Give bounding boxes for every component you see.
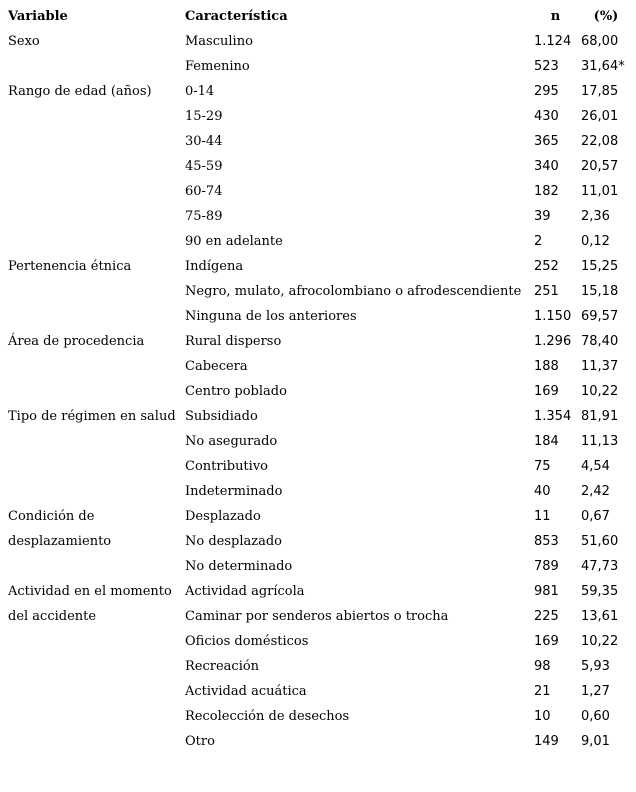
- cell-pct: 59,35: [581, 584, 619, 599]
- cell-pct: 1,27: [581, 684, 610, 699]
- cell-n: 365: [534, 134, 559, 149]
- table-row: [4, 529, 631, 554]
- cell-variable: Sexo: [8, 34, 40, 49]
- cell-pct: 47,73: [581, 559, 619, 574]
- cell-variable: [4, 129, 181, 154]
- cell-caracteristica: 45-59: [185, 159, 223, 174]
- cell-caracteristica: Indígena: [185, 259, 244, 274]
- cell-variable: [4, 679, 181, 704]
- cell-n: 523: [534, 59, 559, 74]
- header-variable: Variable: [8, 9, 68, 24]
- cell-pct: 51,60: [581, 534, 619, 549]
- cell-n: 21: [534, 684, 551, 699]
- table-row: [4, 154, 631, 179]
- cell-caracteristica: Femenino: [185, 59, 250, 74]
- table-row: [4, 404, 631, 429]
- cell-pct: 2,36: [581, 209, 610, 224]
- table-row: [4, 354, 631, 379]
- table-body: [4, 29, 631, 754]
- cell-caracteristica: Actividad agrícola: [185, 584, 305, 599]
- cell-variable: Tipo de régimen en salud: [8, 409, 176, 424]
- cell-pct: 31,64*: [581, 59, 625, 74]
- cell-caracteristica: No asegurado: [185, 434, 278, 449]
- cell-n: 75: [534, 459, 551, 474]
- cell-caracteristica: Desplazado: [185, 509, 261, 524]
- cell-variable: [4, 454, 181, 479]
- cell-pct: 2,42: [581, 484, 610, 499]
- header-n: n: [550, 9, 561, 24]
- cell-pct: 20,57: [581, 159, 619, 174]
- table-row: [4, 204, 631, 229]
- table-row: [4, 329, 631, 354]
- table-row: [4, 429, 631, 454]
- cell-n: 1.150: [534, 309, 572, 324]
- table-row: [4, 704, 631, 729]
- cell-n: 39: [534, 209, 551, 224]
- cell-caracteristica: Caminar por senderos abiertos o trocha: [185, 609, 449, 624]
- table-row: [4, 604, 631, 629]
- cell-pct: 69,57: [581, 309, 619, 324]
- cell-caracteristica: Actividad acuática: [185, 684, 307, 699]
- cell-caracteristica: Centro poblado: [185, 384, 287, 399]
- cell-n: 789: [534, 559, 559, 574]
- cell-pct: 0,60: [581, 709, 610, 724]
- cell-variable: [4, 104, 181, 129]
- cell-variable: [4, 179, 181, 204]
- cell-n: 1.296: [534, 334, 572, 349]
- table-row: [4, 129, 631, 154]
- cell-caracteristica: 90 en adelante: [185, 234, 283, 249]
- cell-n: 430: [534, 109, 559, 124]
- cell-pct: 13,61: [581, 609, 619, 624]
- cell-pct: 26,01: [581, 109, 619, 124]
- cell-pct: 10,22: [581, 384, 619, 399]
- cell-caracteristica: Recolección de desechos: [185, 709, 350, 724]
- cell-pct: 78,40: [581, 334, 619, 349]
- table-row: [4, 179, 631, 204]
- table-row: [4, 729, 631, 754]
- table-row: [4, 479, 631, 504]
- header-pct: (%): [593, 9, 619, 24]
- cell-pct: 10,22: [581, 634, 619, 649]
- cell-caracteristica: Rural disperso: [185, 334, 282, 349]
- cell-caracteristica: 75-89: [185, 209, 223, 224]
- cell-n: 1.124: [534, 34, 572, 49]
- cell-pct: 81,91: [581, 409, 619, 424]
- table-row: [4, 654, 631, 679]
- cell-pct: 5,93: [581, 659, 610, 674]
- header-caracteristica: Característica: [185, 9, 288, 24]
- cell-caracteristica: 0-14: [185, 84, 215, 99]
- cell-caracteristica: Oficios domésticos: [185, 634, 309, 649]
- cell-pct: 15,25: [581, 259, 619, 274]
- cell-caracteristica: Contributivo: [185, 459, 268, 474]
- cell-variable: [4, 154, 181, 179]
- cell-caracteristica: Recreación: [185, 659, 260, 674]
- cell-pct: 9,01: [581, 734, 610, 749]
- cell-pct: 4,54: [581, 459, 610, 474]
- cell-caracteristica: 30-44: [185, 134, 223, 149]
- cell-caracteristica: No determinado: [185, 559, 293, 574]
- table-row: [4, 304, 631, 329]
- cell-variable: [4, 304, 181, 329]
- cell-n: 340: [534, 159, 559, 174]
- table-row: [4, 79, 631, 104]
- cell-variable: [4, 479, 181, 504]
- cell-variable: Condición de: [8, 509, 95, 524]
- cell-n: 184: [534, 434, 559, 449]
- cell-variable: [4, 429, 181, 454]
- table-row: [4, 54, 631, 79]
- cell-caracteristica: Otro: [185, 734, 215, 749]
- cell-pct: 17,85: [581, 84, 619, 99]
- cell-variable: Pertenencia étnica: [8, 259, 132, 274]
- table-row: [4, 454, 631, 479]
- cell-pct: 0,12: [581, 234, 610, 249]
- cell-caracteristica: No desplazado: [185, 534, 282, 549]
- cell-caracteristica: 15-29: [185, 109, 223, 124]
- cell-n: 10: [534, 709, 551, 724]
- cell-variable: [4, 704, 181, 729]
- cell-variable: [4, 204, 181, 229]
- cell-variable: desplazamiento: [8, 534, 112, 549]
- cell-caracteristica: Subsidiado: [185, 409, 258, 424]
- cell-n: 169: [534, 384, 559, 399]
- cell-variable: [4, 729, 181, 754]
- cell-variable: [4, 554, 181, 579]
- cell-variable: Rango de edad (años): [8, 84, 152, 99]
- table-row: [4, 254, 631, 279]
- cell-n: 251: [534, 284, 559, 299]
- cell-pct: 15,18: [581, 284, 619, 299]
- cell-n: 2: [534, 234, 543, 249]
- cell-variable: Área de procedencia: [8, 334, 145, 349]
- cell-variable: del accidente: [8, 609, 97, 624]
- cell-variable: Actividad en el momento: [8, 584, 172, 599]
- cell-n: 981: [534, 584, 559, 599]
- cell-variable: [4, 654, 181, 679]
- cell-caracteristica: Ninguna de los anteriores: [185, 309, 357, 324]
- table-row: [4, 229, 631, 254]
- table-row: [4, 104, 631, 129]
- table-row: [4, 279, 631, 304]
- cell-n: 225: [534, 609, 559, 624]
- table-row: [4, 29, 631, 54]
- cell-pct: 11,13: [581, 434, 619, 449]
- characteristics-table: [4, 4, 631, 754]
- cell-n: 98: [534, 659, 551, 674]
- cell-caracteristica: 60-74: [185, 184, 223, 199]
- table-row: [4, 379, 631, 404]
- cell-caracteristica: Indeterminado: [185, 484, 283, 499]
- cell-pct: 0,67: [581, 509, 610, 524]
- cell-caracteristica: Cabecera: [185, 359, 248, 374]
- cell-caracteristica: Negro, mulato, afrocolombiano o afrodescendiente: [185, 284, 522, 299]
- cell-n: 11: [534, 509, 551, 524]
- table-row: [4, 679, 631, 704]
- cell-n: 40: [534, 484, 551, 499]
- table-row: [4, 629, 631, 654]
- cell-n: 295: [534, 84, 559, 99]
- cell-variable: [4, 379, 181, 404]
- table-row: [4, 504, 631, 529]
- cell-caracteristica: Masculino: [185, 34, 253, 49]
- cell-pct: 68,00: [581, 34, 619, 49]
- cell-variable: [4, 229, 181, 254]
- cell-variable: [4, 279, 181, 304]
- cell-pct: 11,37: [581, 359, 619, 374]
- cell-n: 1.354: [534, 409, 572, 424]
- cell-variable: [4, 54, 181, 79]
- cell-n: 149: [534, 734, 559, 749]
- cell-n: 252: [534, 259, 559, 274]
- cell-n: 853: [534, 534, 559, 549]
- cell-pct: 11,01: [581, 184, 619, 199]
- cell-pct: 22,08: [581, 134, 619, 149]
- header-row: [4, 4, 631, 29]
- table-row: [4, 554, 631, 579]
- cell-n: 188: [534, 359, 559, 374]
- table-row: [4, 579, 631, 604]
- cell-variable: [4, 629, 181, 654]
- cell-n: 169: [534, 634, 559, 649]
- cell-variable: [4, 354, 181, 379]
- cell-n: 182: [534, 184, 559, 199]
